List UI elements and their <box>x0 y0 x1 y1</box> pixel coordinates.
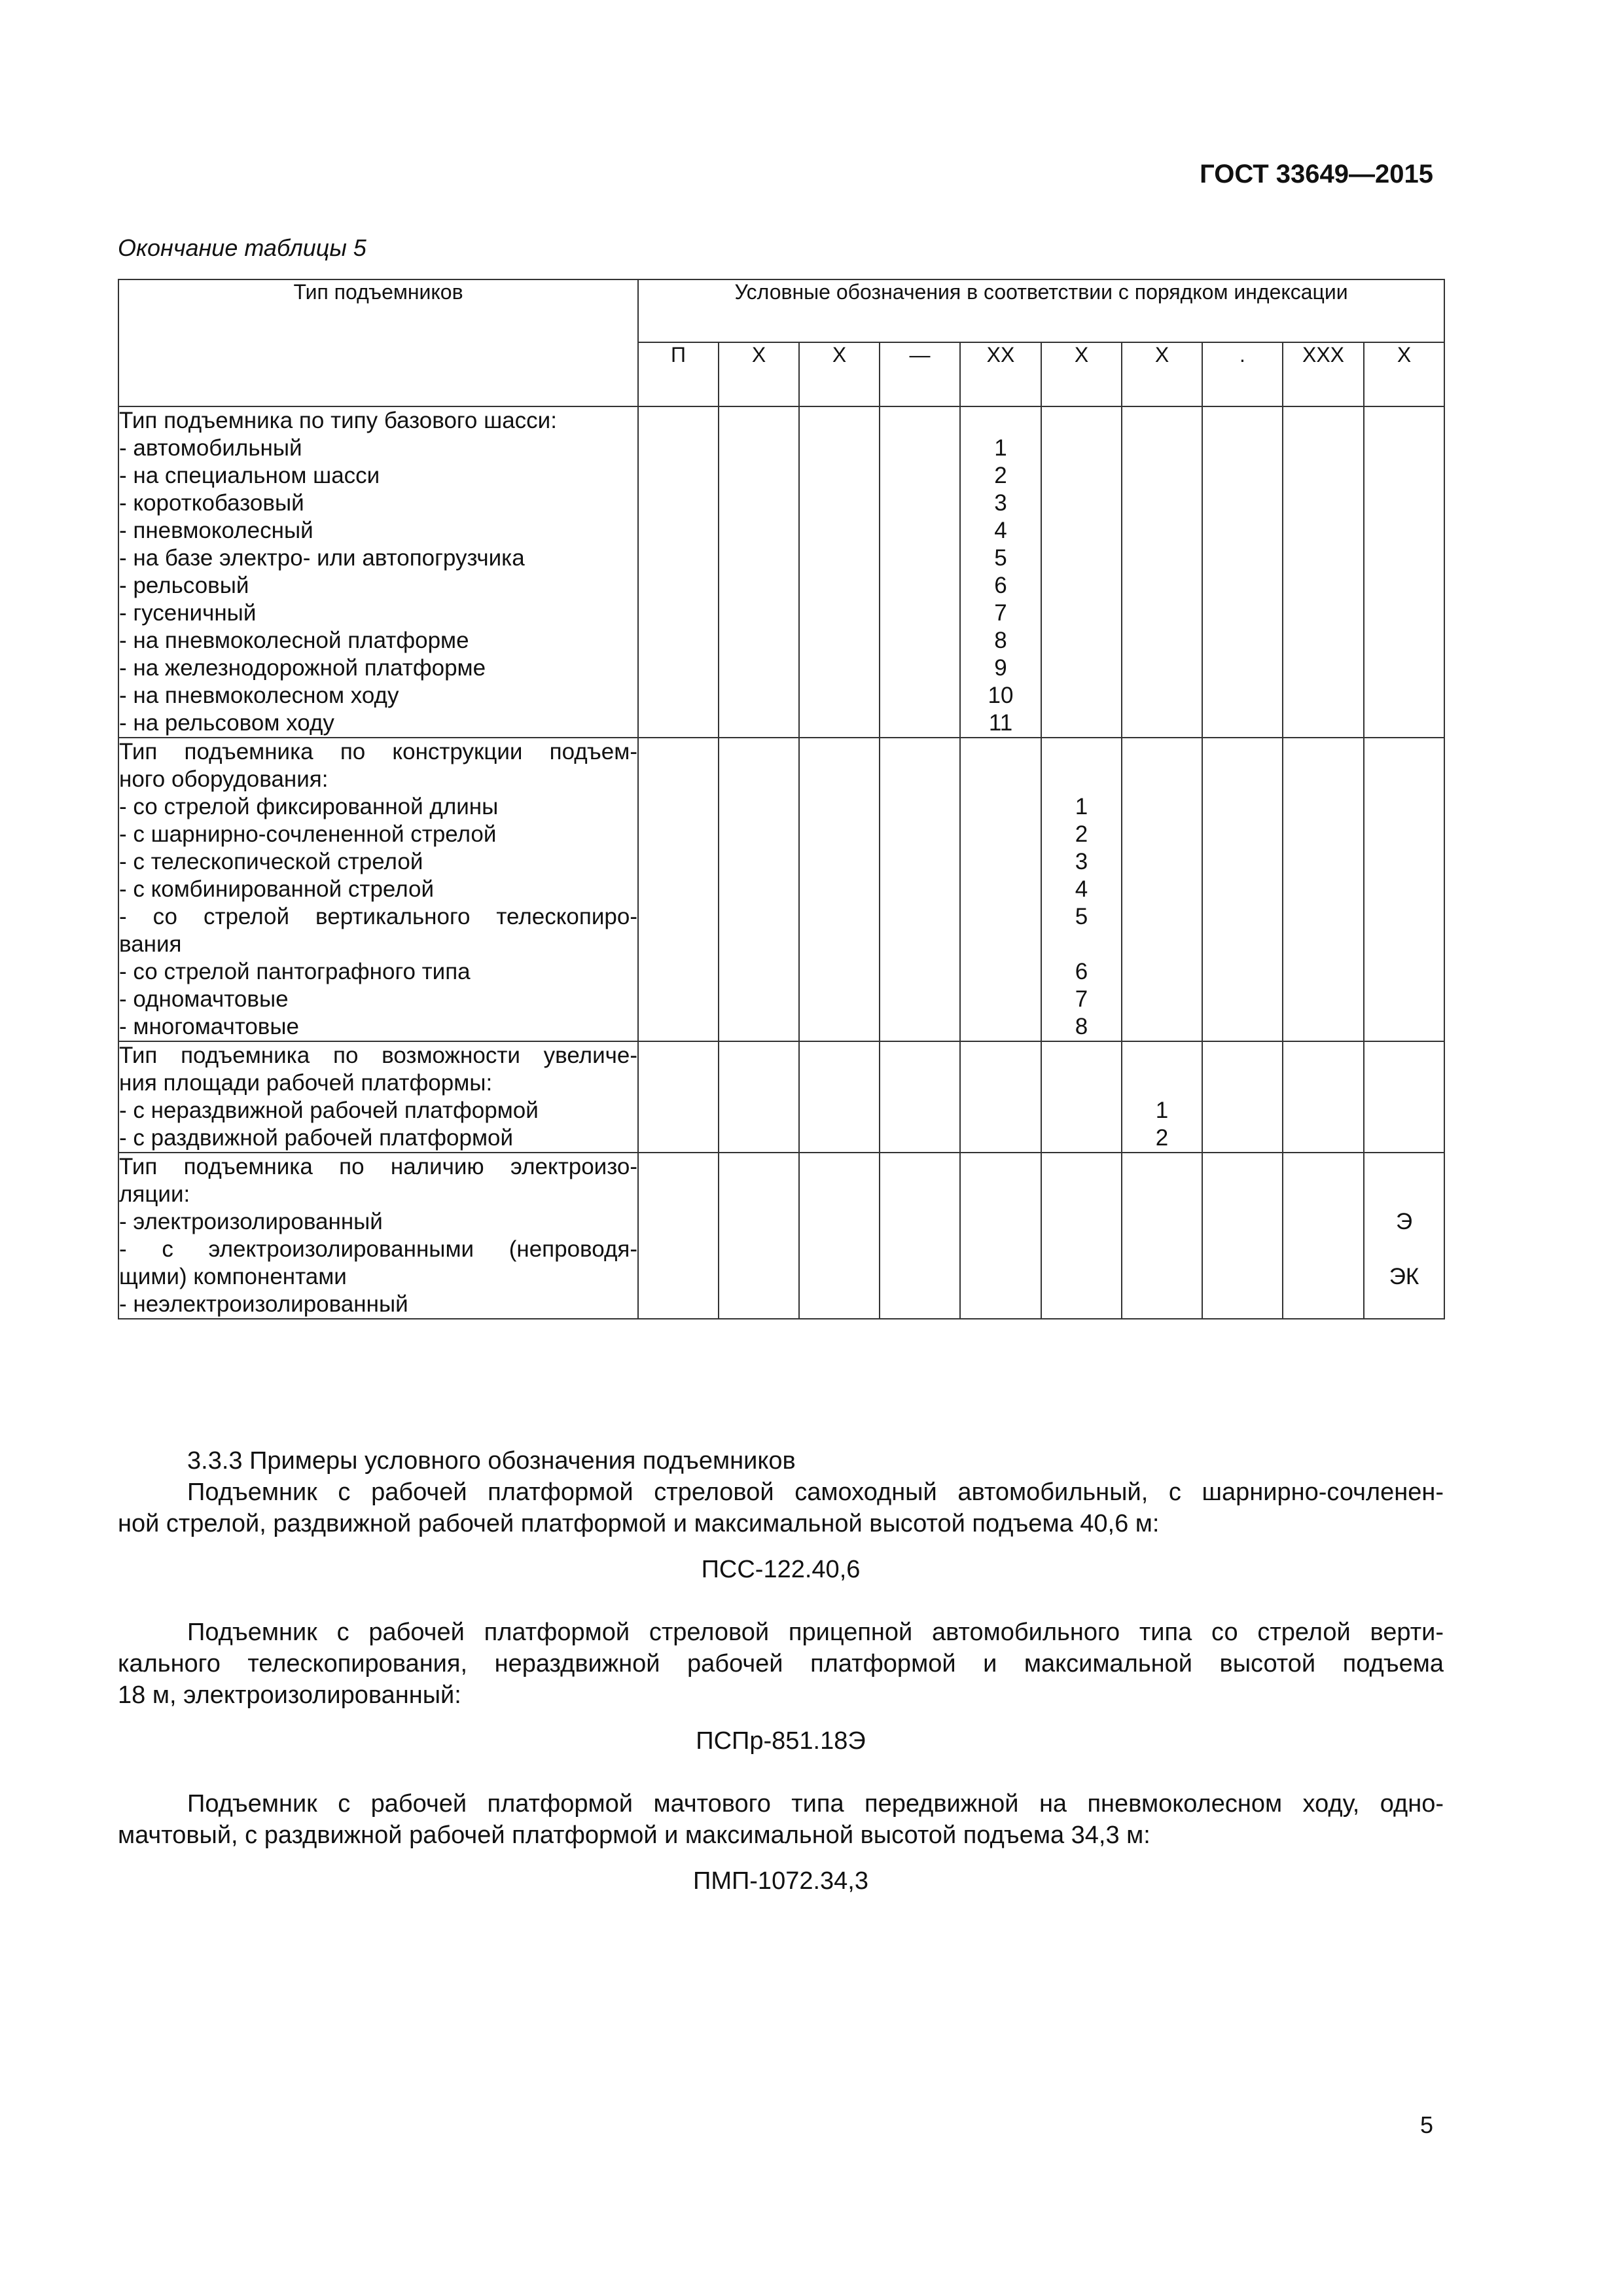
table-row <box>118 738 1444 1041</box>
row-description: Тип подъемника по типу базового шасси: - автомобильный - на специальном шасси - короткобазовый - пневмоколесный - на базе электро- или автопогрузчика - рельсовый - гусеничный - на пневмоколесной платформе - на железнодорожной платформе - на пневмоколесном ходу - на рельсовом ходу <box>118 406 638 738</box>
example-text: Подъемник с рабочей платформой стреловой самоходный автомобильный, с шарнирно-сочленен- <box>187 1479 1444 1506</box>
example-text: 18 м, электроизолированный: <box>118 1681 461 1709</box>
example-text: Подъемник с рабочей платформой стреловой прицепной автомобильного типа со стрелой верти- <box>187 1619 1444 1646</box>
position-header: X <box>1122 342 1202 406</box>
example-text: мачтовый, с раздвижной рабочей платформой и максимальной высотой подъема 34,3 м: <box>118 1821 1150 1849</box>
row-description: Тип подъемника по возможности увеличе- ния площади рабочей платформы: - с нераздвижной рабочей платформой - с раздвижной рабочей платформой <box>118 1041 638 1153</box>
row-description: Тип подъемника по конструкции подъем- ного оборудования: - со стрелой фиксированной длины - с шарнирно-сочлененной стрелой - с телескопической стрелой - с комбинированной стрелой - со стрелой вертикального телескопиро- вания - со стрелой пантографного типа - одномачтовые - многомачтовые <box>118 738 638 1041</box>
example-designation: ПМП-1072.34,3 <box>693 1867 868 1895</box>
code-column-x6: 1 2 3 4 5 6 7 8 <box>1041 738 1122 1041</box>
column-header-group: Условные обозначения в соответствии с порядком индексации <box>638 279 1444 342</box>
examples-section <box>118 1445 1444 1897</box>
code-column-x10: Э ЭК <box>1364 1153 1444 1319</box>
column-header-type: Тип подъемников <box>118 279 638 406</box>
code-column-xx: 1 2 3 4 5 6 7 8 9 10 11 <box>960 406 1041 738</box>
example-text: Подъемник с рабочей платформой мачтового типа передвижной на пневмоколесном ходу, одно- <box>187 1790 1444 1818</box>
example-text: кального телескопирования, нераздвижной рабочей платформой и максимальной высотой подъема <box>118 1650 1444 1677</box>
position-header: X <box>799 342 880 406</box>
standard-code: ГОСТ 33649—2015 <box>1200 160 1433 188</box>
position-header: X <box>1041 342 1122 406</box>
table-caption: Окончание таблицы 5 <box>118 234 366 261</box>
example-designation: ПСС-122.40,6 <box>701 1556 861 1583</box>
position-header: X <box>719 342 799 406</box>
page-number: 5 <box>1419 2111 1433 2138</box>
row-description: Тип подъемника по наличию электроизо- ляции: - электроизолированный - с электроизолированными (непроводя- щими) компонентами - неэлектроизолированный <box>118 1153 638 1319</box>
table-row <box>118 406 1444 738</box>
position-header: — <box>880 342 960 406</box>
section-heading: 3.3.3 Примеры условного обозначения подъемников <box>187 1447 796 1475</box>
position-header: XXX <box>1283 342 1364 406</box>
example-text: ной стрелой, раздвижной рабочей платформой и максимальной высотой подъема 40,6 м: <box>118 1510 1160 1537</box>
position-header: П <box>638 342 719 406</box>
position-header: X <box>1364 342 1444 406</box>
position-header: XX <box>960 342 1041 406</box>
example-designation: ПСПр-851.18Э <box>696 1727 866 1755</box>
code-column-x7: 1 2 <box>1122 1041 1202 1153</box>
table-row <box>118 1153 1444 1319</box>
position-header: . <box>1202 342 1283 406</box>
designation-table <box>118 279 1445 1319</box>
table-row <box>118 1041 1444 1153</box>
